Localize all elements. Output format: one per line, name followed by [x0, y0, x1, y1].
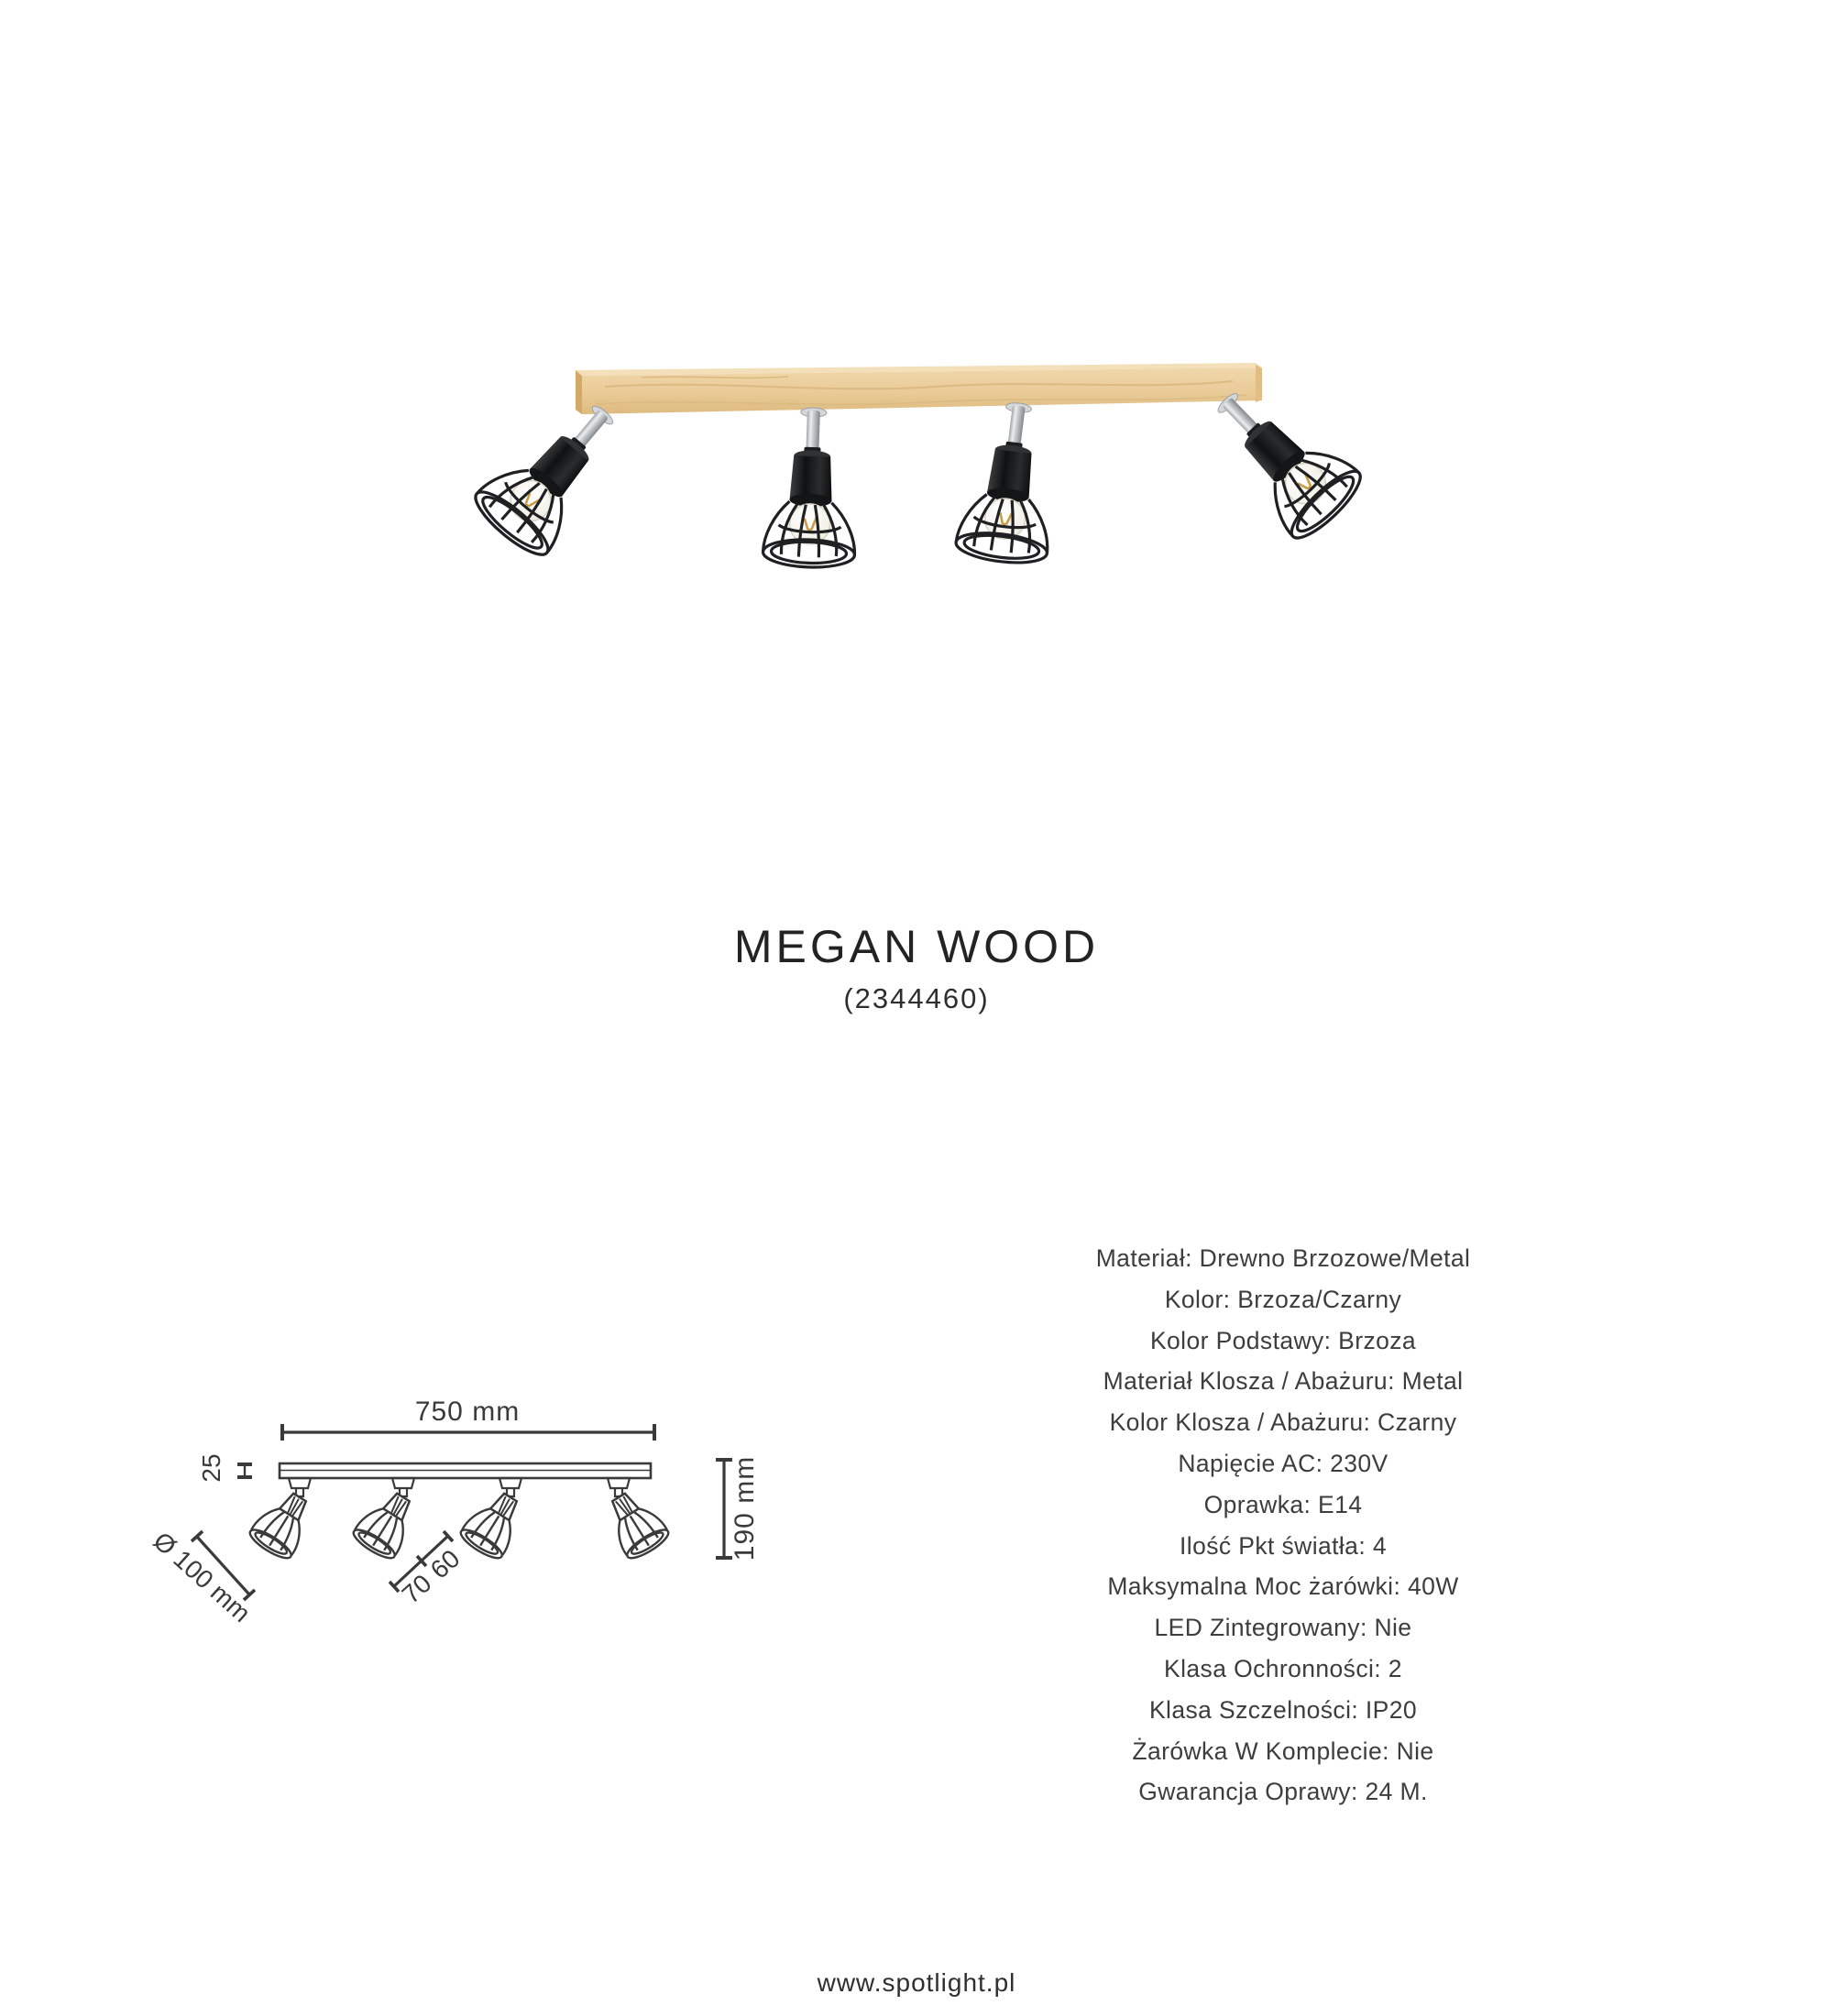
dim-length-label: 750 mm	[414, 1397, 521, 1427]
spec-line-shade-color: Kolor Klosza / Abażuru: Czarny	[1109, 1408, 1457, 1437]
wooden-bar	[576, 363, 1262, 414]
spec-line-ip-class: Klasa Szczelności: IP20	[1148, 1695, 1417, 1724]
spec-line-socket: Oprawka: E14	[1203, 1490, 1363, 1518]
dimension-drawing	[137, 1375, 797, 1668]
spec-line-bulb-included: Żarówka W Komplecie: Nie	[1132, 1737, 1434, 1765]
spec-line-warranty: Gwarancja Oprawy: 24 M.	[1138, 1778, 1428, 1806]
spec-line-material: Materiał: Drewno Brzozowe/Metal	[1095, 1244, 1471, 1272]
dim-diameter-label: Ø 100 mm	[148, 1526, 257, 1628]
footer	[0, 1968, 1833, 1998]
product-code: (2344460)	[843, 982, 990, 1014]
dim-shade-60-label: 60	[424, 1543, 466, 1584]
product-photo	[0, 0, 1833, 641]
spec-line-led-integrated: LED Zintegrowany: Nie	[1154, 1614, 1412, 1642]
spot-light-3	[954, 398, 1064, 567]
dim-height-label: 190 mm	[730, 1455, 760, 1561]
spec-line-color: Kolor: Brzoza/Czarny	[1164, 1285, 1402, 1313]
spec-line-base-color: Kolor Podstawy: Brzoza	[1149, 1326, 1417, 1354]
dim-thickness-label: 25	[197, 1453, 225, 1483]
spot-light-2	[763, 406, 860, 568]
title-block	[0, 921, 1833, 1014]
product-photo-svg	[0, 0, 1833, 641]
drawing-spot-1	[247, 1485, 320, 1562]
spec-list	[1054, 1238, 1512, 1813]
dimension-drawing-svg	[137, 1375, 797, 1668]
product-title: MEGAN WOOD	[733, 921, 1100, 972]
dim-thickness-tick	[237, 1464, 252, 1477]
spec-line-max-power: Maksymalna Moc żarówki: 40W	[1107, 1572, 1459, 1601]
drawing-spot-3	[457, 1485, 531, 1562]
spec-line-light-points: Ilość Pkt światła: 4	[1180, 1531, 1387, 1560]
drawing-canopies	[289, 1478, 630, 1496]
spec-line-voltage: Napięcie AC: 230V	[1178, 1449, 1388, 1477]
dim-shade-70-label: 70	[396, 1568, 437, 1609]
spec-line-protection: Klasa Ochronności: 2	[1164, 1654, 1402, 1682]
spec-line-shade-material: Materiał Klosza / Abażuru: Metal	[1103, 1367, 1464, 1396]
drawing-bar	[280, 1463, 651, 1478]
footer-url: www.spotlight.pl	[817, 1968, 1016, 1997]
drawing-spot-2	[350, 1485, 423, 1562]
drawing-spot-4	[598, 1485, 672, 1562]
